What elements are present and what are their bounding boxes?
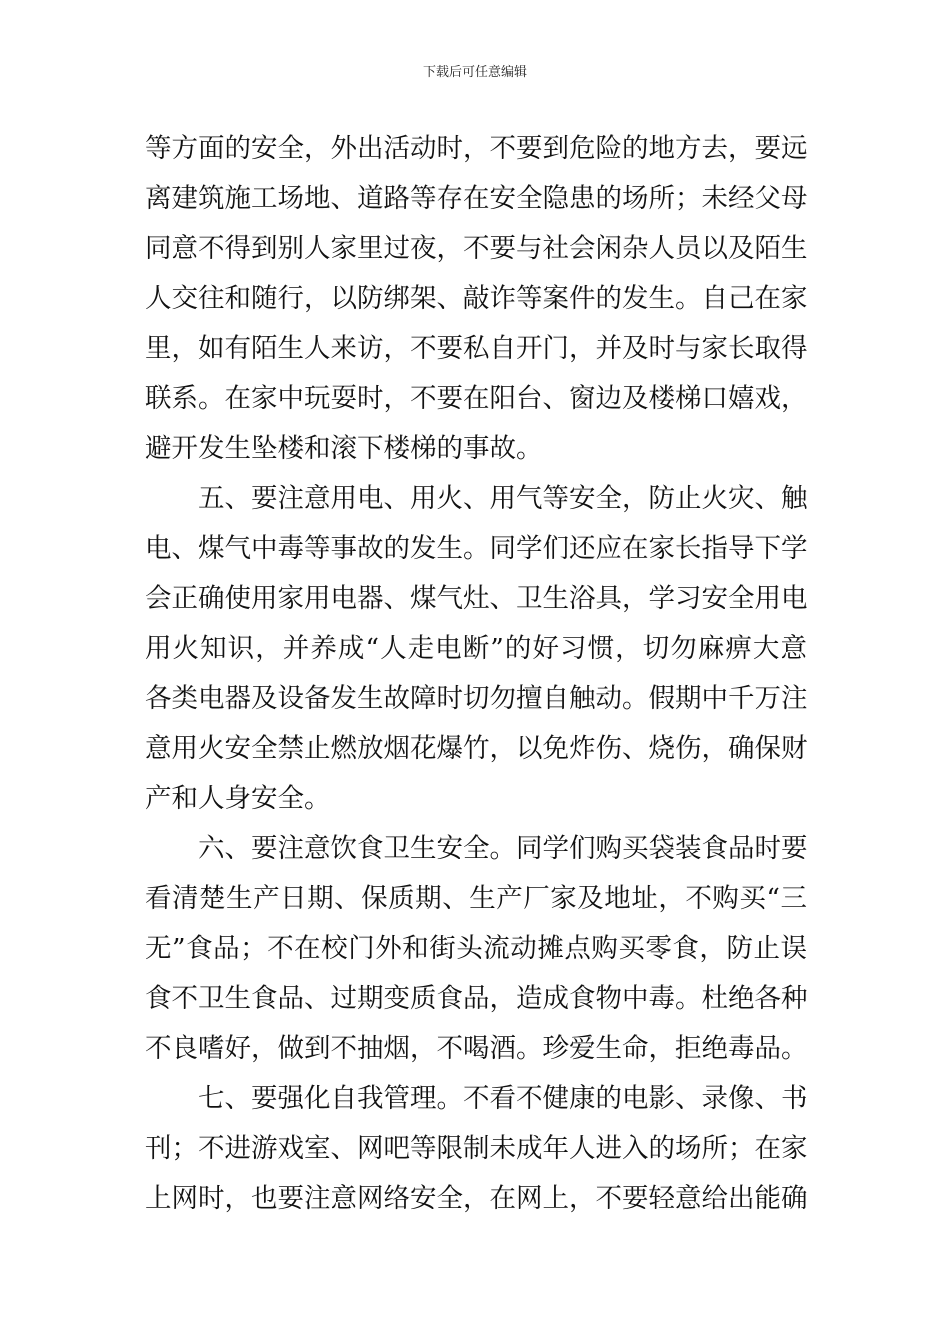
text-line: 意用火安全禁止燃放烟花爆竹，以免炸伤、烧伤，确保财 [145,733,807,764]
text-line: 无”食品；不在校门外和街头流动摊点购买零食，防止误 [145,933,807,964]
page-header: 下载后可任意编辑 [422,65,527,80]
text-line: 电、煤气中毒等事故的发生。同学们还应在家长指导下学 [145,533,807,564]
text-line: 不良嗜好，做到不抽烟，不喝酒。珍爱生命，拒绝毒品。 [145,1033,807,1064]
text-line: 会正确使用家用电器、煤气灶、卫生浴具，学习安全用电 [145,583,807,614]
text-line: 同意不得到别人家里过夜，不要与社会闲杂人员以及陌生 [145,233,807,264]
text-line: 六、要注意饮食卫生安全。同学们购买袋装食品时要 [198,833,807,864]
text-line: 七、要强化自我管理。不看不健康的电影、录像、书 [198,1083,807,1114]
paragraph-continuation [145,124,807,474]
text-line: 里，如有陌生人来访，不要私自开门，并及时与家长取得 [145,333,807,364]
text-line: 刊；不进游戏室、网吧等限制未成年人进入的场所；在家 [145,1133,807,1164]
text-line: 上网时，也要注意网络安全，在网上，不要轻意给出能确 [145,1183,807,1214]
paragraph-seven [145,1074,807,1224]
text-line: 等方面的安全，外出活动时，不要到危险的地方去，要远 [145,133,807,164]
text-line: 食不卫生食品、过期变质食品，造成食物中毒。杜绝各种 [145,983,807,1014]
text-line: 用火知识，并养成“人走电断”的好习惯，切勿麻痹大意 [145,633,807,664]
text-line: 人交往和随行，以防绑架、敲诈等案件的发生。自己在家 [145,283,807,314]
text-line: 各类电器及设备发生故障时切勿擅自触动。假期中千万注 [145,683,807,714]
paragraph-six [145,824,807,1074]
text-line: 联系。在家中玩耍时，不要在阳台、窗边及楼梯口嬉戏， [145,383,807,414]
text-line: 离建筑施工场地、道路等存在安全隐患的场所；未经父母 [145,183,807,214]
text-line: 产和人身安全。 [145,783,331,814]
paragraph-five [145,474,807,824]
text-line: 看清楚生产日期、保质期、生产厂家及地址，不购买“三 [145,883,807,914]
text-line: 五、要注意用电、用火、用气等安全，防止火灾、触 [198,483,807,514]
body-text [145,124,807,1224]
text-line: 避开发生坠楼和滚下楼梯的事故。 [145,433,543,464]
